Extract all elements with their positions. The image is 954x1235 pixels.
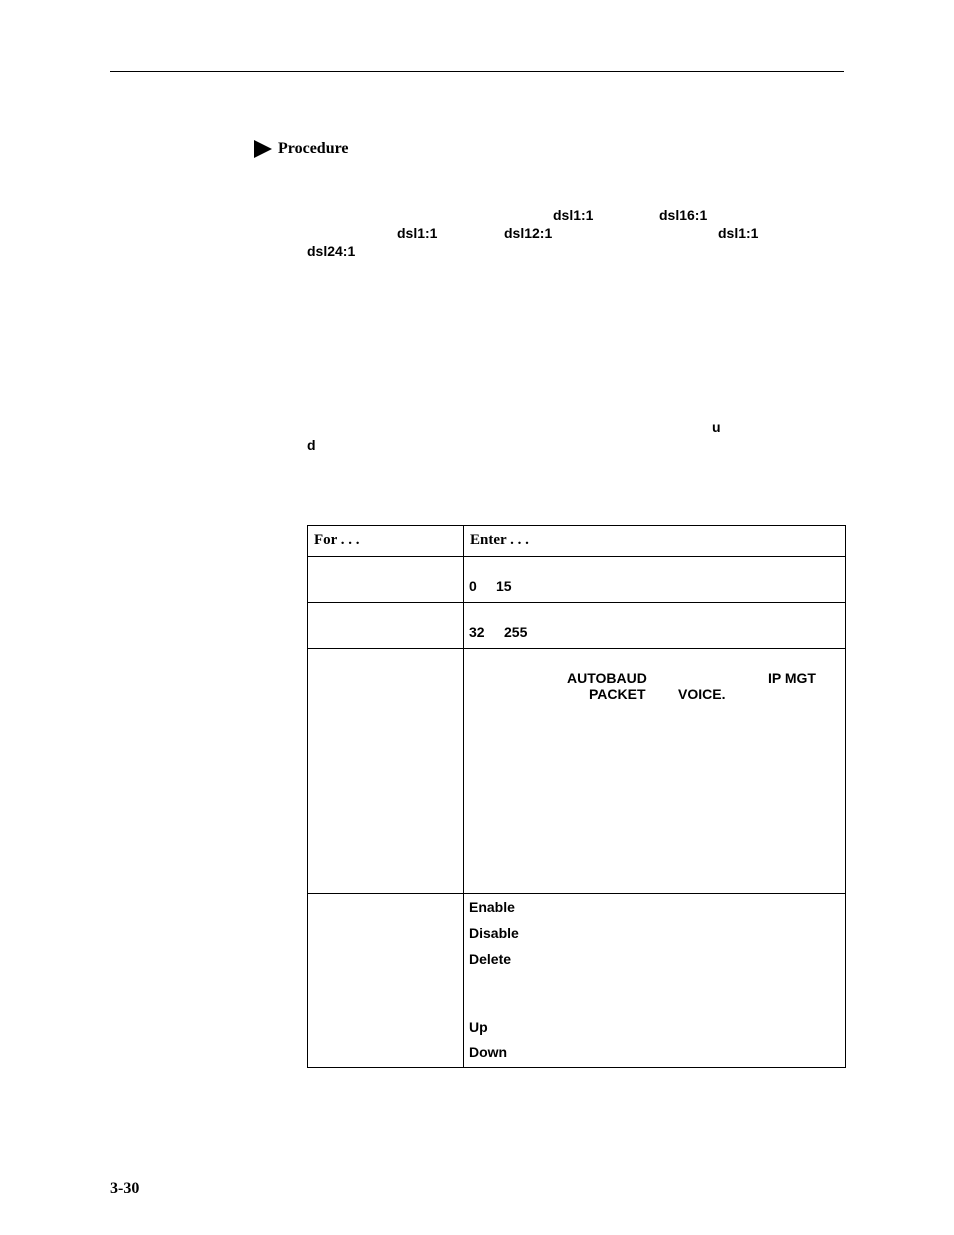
header-enter: Enter . . . <box>470 532 529 548</box>
table-cell <box>464 557 846 603</box>
procedure-label: Procedure <box>278 140 349 157</box>
step-key-u: u <box>712 419 721 435</box>
intro-term-1: dsl1:1 <box>553 207 594 223</box>
row4-delete: Delete <box>469 951 512 967</box>
table-cell <box>464 649 846 894</box>
header-rule <box>110 71 844 72</box>
intro-term-3: dsl1:1 <box>397 225 438 241</box>
table-cell <box>464 603 846 649</box>
row3-autobaud: AUTOBAUD <box>567 670 647 686</box>
table-row <box>308 649 846 894</box>
row4-up: Up <box>469 1019 488 1035</box>
row4-enable: Enable <box>469 899 515 915</box>
header-cell-for <box>308 526 464 557</box>
table-cell <box>308 557 464 603</box>
row3-packet: PACKET <box>589 686 646 702</box>
row3-ipmgt: IP MGT <box>768 670 816 686</box>
triangle-bullet-icon <box>254 140 272 158</box>
table-row <box>308 603 846 649</box>
table-cell <box>308 894 464 1068</box>
table-header-row <box>308 526 846 557</box>
table-cell <box>464 894 846 1068</box>
row3-voice: VOICE. <box>678 686 726 702</box>
row1-value-a: 0 <box>469 578 477 594</box>
page-number: 3-30 <box>110 1180 140 1197</box>
table-row <box>308 557 846 603</box>
intro-term-6: dsl24:1 <box>307 243 356 259</box>
table-cell <box>308 603 464 649</box>
intro-term-2: dsl16:1 <box>659 207 708 223</box>
intro-term-5: dsl1:1 <box>718 225 759 241</box>
row4-disable: Disable <box>469 925 519 941</box>
row4-down: Down <box>469 1044 508 1060</box>
parameter-table <box>307 525 846 1068</box>
row2-value-b: 255 <box>504 624 528 640</box>
intro-term-4: dsl12:1 <box>504 225 553 241</box>
header-cell-enter <box>464 526 846 557</box>
procedure-heading <box>254 140 349 158</box>
header-for: For . . . <box>314 532 360 548</box>
row1-value-b: 15 <box>496 578 512 594</box>
row2-value-a: 32 <box>469 624 485 640</box>
table-row <box>308 894 846 1068</box>
step-key-d: d <box>307 437 316 453</box>
table-cell <box>308 649 464 894</box>
